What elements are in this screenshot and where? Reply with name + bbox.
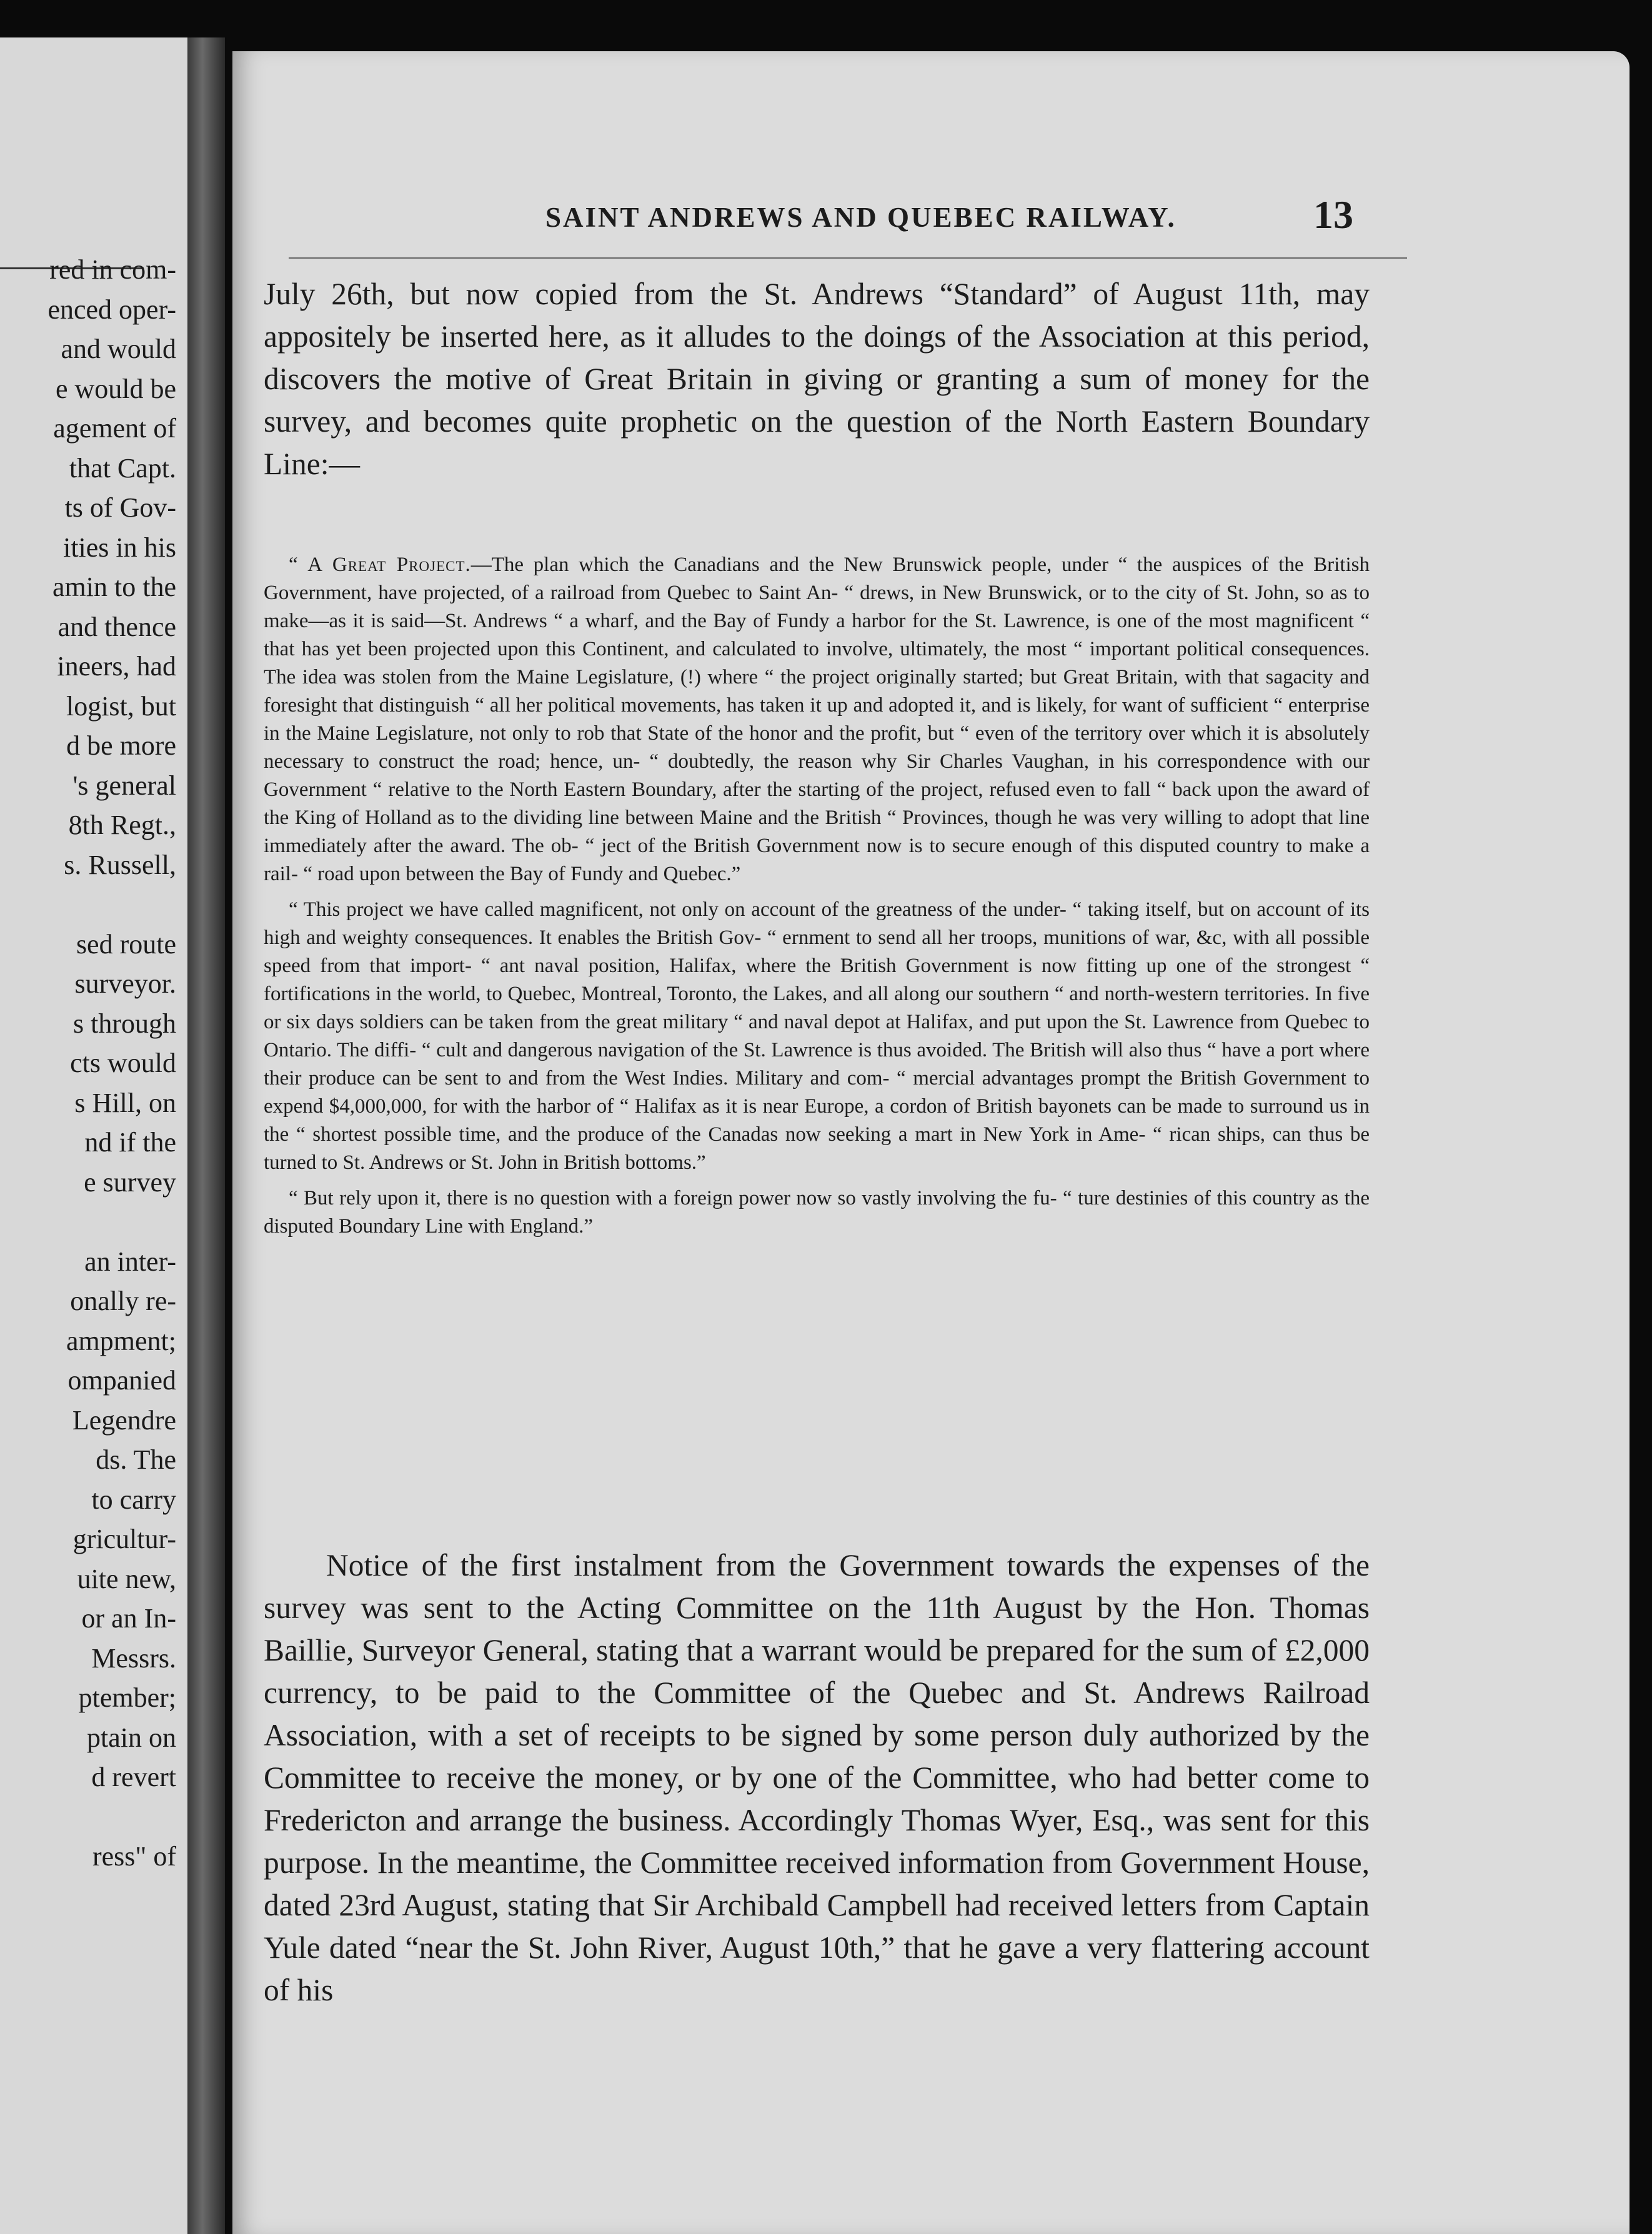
- previous-page-line: an inter-: [84, 1246, 176, 1277]
- running-head: SAINT ANDREWS AND QUEBEC RAILWAY.: [545, 202, 1177, 233]
- previous-page-line: ities in his: [63, 532, 176, 563]
- previous-page-line: e survey: [84, 1166, 176, 1198]
- previous-page-line: d be more: [66, 730, 176, 761]
- book-gutter: [187, 37, 225, 2234]
- page: [232, 51, 1630, 2234]
- previous-page-line: Legendre: [72, 1404, 176, 1436]
- previous-page-line: amin to the: [52, 572, 176, 602]
- quote-paragraph-3: “ But rely upon it, there is no question with a foreign power now so vastly involving the fu- “ ture destinies of this country as the disputed Boundary Line with England.”: [264, 1187, 1370, 1238]
- previous-page-line: and would: [61, 334, 176, 364]
- previous-page-fragment: [0, 37, 187, 2234]
- previous-page-line: d revert: [91, 1762, 176, 1792]
- quote-paragraph-2: “ This project we have called magnificent, not only on account of the greatness of the under- “ taking itself, but on account of its high and weighty consequences. It enables the British Gov- “ ernment to send all her troops, munitions of war, &c, with all possible speed from that import- “ ant naval position, Halifax, where the British Government is now fitting up one of the strongest “ fortifications in the world, to Quebec, Montreal, Toronto, the Lakes, and all along our southern “ and north-western territories. In five or six days soldiers can be taken from the great military “ and naval depot at Halifax, and put upon the St. Lawrence from Quebec to Ontario. The diffi- “ cult and dangerous navigation of the St. Lawrence is thus avoided. The British will also thus “ have a port where their produce can be sent to and from the West Indies. Military and com- “ mercial advantages prompt the British Government to expend $4,000,000, for with the harbor of “ Halifax as it is near Europe, a cordon of British bayonets can be made to surround us in the “ shortest possible time, and the produce of the Canadas now seeking a mart in New York in Ame- “ rican ships, can thus be turned to St. Andrews or St. John in British bottoms.”: [264, 898, 1370, 1174]
- previous-page-line: sed route: [76, 928, 176, 960]
- page-number: 13: [1313, 192, 1353, 237]
- quote-paragraph-1: “ A Great Project.—The plan which the Canadians and the New Brunswick people, under “ the auspices of the British Government, have projected, of a railroad from Quebec to Saint An- “ drews, in New Brunswick, or to the city of St. John, so as to make—as it is said—St. Andrews “ a wharf, and the Bay of Fundy a harbor for the St. Lawrence, is one of the most magnificent “ that has yet been projected upon this Continent, and calculated to involve, ultimately, the most “ important political consequences. The idea was stolen from the Maine Legislature, (!) where “ the project originally started; but Great Britain, with that sagacity and foresight that distinguish “ all her political movements, has taken it up and adopted it, and is likely, for want of sufficient “ enterprise in the Maine Legislature, not only to rob that State of the honor and the profit, but “ even of the territory over which it is absolutely necessary to construct the road; hence, un- “ doubtedly, the reason why Sir Charles Vaughan, in his correspondence with our Government “ relative to the North Eastern Boundary, after the starting of the project, refused even to fall “ back upon the award of the King of Holland as to the dividing line between Maine and the British “ Provinces, though he was very willing to adopt that line immediately after the award. The ob- “ ject of the British Government now is to secure enough of this disputed country to make a rail- “ road upon between the Bay of Fundy and Quebec.”: [264, 554, 1370, 885]
- previous-page-line: 's general: [72, 770, 176, 801]
- previous-page-line: ptain on: [87, 1722, 176, 1753]
- quote-lead: A Great Project.: [307, 554, 471, 576]
- body-paragraph-1: July 26th, but now copied from the St. Andrews “Standard” of August 11th, may appositely be inserted here, as it alludes to the doings of the Association at this period, discovers the motive of Great Britain in giving or granting a sum of money for the survey, and becomes quite prophetic on the question of the North Eastern Boundary Line:—: [264, 277, 1370, 481]
- newspaper-quotation: [264, 551, 1370, 1241]
- previous-page-line: gricultur-: [72, 1524, 176, 1554]
- previous-page-line: cts would: [70, 1048, 176, 1078]
- previous-page-line: to carry: [91, 1484, 176, 1515]
- previous-page-line: ds. The: [96, 1444, 176, 1475]
- previous-page-line: or an In-: [81, 1603, 176, 1634]
- page-header: [264, 192, 1407, 242]
- previous-page-line: e would be: [55, 373, 176, 404]
- previous-page-line: ress" of: [92, 1841, 176, 1872]
- previous-page-line: uite new,: [77, 1563, 176, 1594]
- previous-page-line: s through: [73, 1008, 176, 1039]
- previous-page-line: nd if the: [84, 1127, 176, 1158]
- previous-page-line: onally re-: [70, 1286, 176, 1316]
- previous-page-line: 8th Regt.,: [68, 810, 176, 840]
- body-paragraph-2: Notice of the first instalment from the Government towards the expenses of the survey was sent to the Acting Committee on the 11th August by the Hon. Thomas Baillie, Surveyor General, stating that a warrant would be prepared for the sum of £2,000 currency, to be paid to the Committee of the Quebec and St. Andrews Railroad Association, with a set of receipts to be signed by some person duly authorized by the Committee to receive the money, or by one of the Committee, who had better come to Fredericton and arrange the business. Accordingly Thomas Wyer, Esq., was sent for this purpose. In the meantime, the Committee received information from Government House, dated 23rd August, stating that Sir Archibald Campbell had received letters from Captain Yule dated “near the St. John River, August 10th,” that he gave a very flattering account of his: [264, 1548, 1370, 2007]
- quote-text-1: —The plan which the Canadians and the New Brunswick people, under “ the auspices of the British Government, have projected, of a railroad from Quebec to Saint An- “ drews, in New Brunswick, or to the city of St. John, so as to make—as it is said—St. Andrews “ a wharf, and the Bay of Fundy a harbor for the St. Lawrence, is one of the most magnificent “ that has yet been projected upon this Continent, and calculated to involve, ultimately, the most “ important political consequences. The idea was stolen from the Maine Legislature, (!) where “ the project originally started; but Great Britain, with that sagacity and foresight that distinguish “ all her political movements, has taken it up and adopted it, and is likely, for want of sufficient “ enterprise in the Maine Legislature, not only to rob that State of the honor and the profit, but “ even of the territory over which it is absolutely necessary to construct the road; hence, un- “ doubtedly, the reason why Sir Charles Vaughan, in his correspondence with our Government “ relative to the North Eastern Boundary, after the starting of the project, refused even to fall “ back upon the award of the King of Holland as to the dividing line between Maine and the British “ Provinces, though he was very willing to adopt that line immediately after the award. The ob- “ ject of the British Government now is to secure enough of this disputed country to make a rail- “ road upon between the Bay of Fundy and Quebec.”: [264, 554, 1370, 885]
- previous-page-line: s. Russell,: [64, 849, 176, 880]
- previous-page-line: red in com-: [49, 254, 176, 285]
- previous-page-line: ineers, had: [57, 651, 176, 682]
- previous-page-line: that Capt.: [69, 452, 176, 484]
- previous-page-line: ptember;: [78, 1682, 176, 1713]
- previous-page-line: enced oper-: [47, 294, 176, 325]
- previous-page-line: surveyor.: [74, 968, 176, 999]
- header-rule: [289, 257, 1407, 259]
- previous-page-line: s Hill, on: [74, 1087, 176, 1118]
- page-content: [264, 51, 1588, 2234]
- previous-page-line: ampment;: [66, 1325, 176, 1356]
- previous-page-line: ts of Gov-: [64, 492, 176, 523]
- previous-page-line: logist, but: [66, 690, 176, 722]
- previous-page-line: Messrs.: [91, 1642, 176, 1674]
- previous-page-line: agement of: [53, 413, 176, 444]
- previous-page-line: ompanied: [67, 1365, 176, 1396]
- previous-page-line: and thence: [57, 611, 176, 642]
